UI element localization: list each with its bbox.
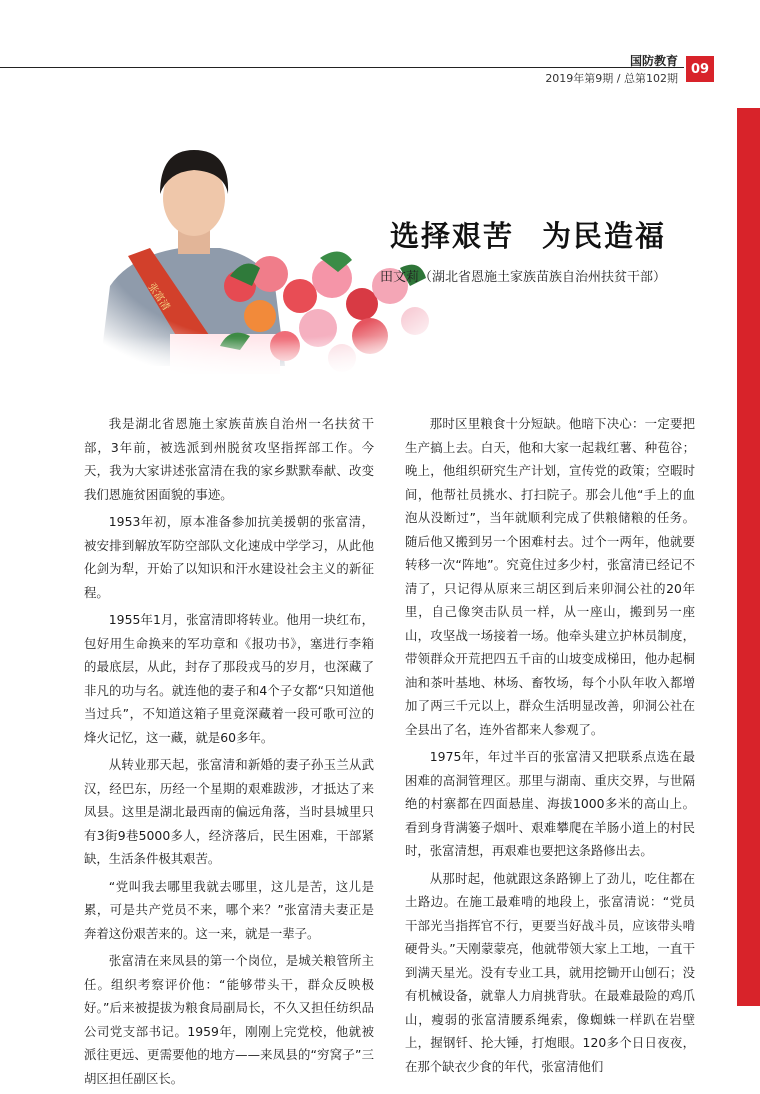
paragraph: 1975年，年过半百的张富清又把联系点选在最困难的高洞管理区。那里与湖南、重庆交界，与世隔绝的村寨都在四面悬崖、海拔1000多米的高山上。看到身背满篓子烟叶、艰难攀爬在羊肠小道上的村民时，张富清想，再艰难也要把这条路修出去。 [405, 749, 695, 858]
magazine-name: 国防教育 [629, 54, 678, 68]
paragraph: 1955年1月，张富清即将转业。他用一块红布，包好用生命换来的军功章和《报功书》，塞进行李箱的最底层，从此，封存了那段戎马的岁月，也深藏了非凡的功与名。就连他的妻子和4个子女都“只知道他当过兵”，不知道这箱子里竟深藏着一段可歌可泣的烽火记忆，这一藏，就是60多年。 [84, 612, 374, 745]
sash-text: 张富清 [145, 281, 172, 313]
paragraph: 1953年初，原本准备参加抗美援朝的张富清，被安排到解放军防空部队文化速成中学学习，从此他化剑为犁，开始了以知识和汗水建设社会主义的新征程。 [84, 514, 374, 600]
speaker-photo [70, 136, 470, 386]
side-accent-bar [737, 108, 760, 1006]
paragraph: 张富清在来凤县的第一个岗位，是城关粮管所主任。组织考察评价他：“能够带头干，群众反映极好。”后来被提拔为粮食局副局长，不久又担任纺织品公司党支部书记。1959年，刚刚上完党校，他就被派往更远、更需要他的地方——来凤县的“穷窝子”三胡区担任副区长。 [84, 953, 374, 1086]
title-part-2: 为民造福 [542, 219, 667, 253]
paragraph: 从那时起，他就跟这条路铆上了劲儿，吃住都在土路边。在施工最难啃的地段上，张富清说：“党员干部光当指挥官不行，更要当好战斗员，应该带头啃硬骨头。”天刚蒙蒙亮，他就带领大家上工地，一直干到满天星光。没有专业工具，就用挖锄开山刨石；没有机械设备，就靠人力肩挑背驮。在最难最险的鸡爪山，瘦弱的张富清腰系绳索，像蜘蛛一样趴在岩壁上，握钢钎、抡大锤，打炮眼。120多个日日夜夜，在那个缺衣少食的年代，张富清他们 [405, 870, 695, 1074]
paragraph: “党叫我去哪里我就去哪里，这儿是苦，这儿是累，可是共产党员不来，哪个来？”张富清夫妻正是奔着这份艰苦来的。这一来，就是一辈子。 [84, 878, 374, 941]
article-title [390, 214, 666, 255]
header-rule [0, 67, 684, 68]
paragraph: 那时区里粮食十分短缺。他暗下决心：一定要把生产搞上去。白天，他和大家一起栽红薯、种苞谷；晚上，他组织研究生产计划，宣传党的政策；空暇时间，他帮社员挑水、打扫院子。那会儿他“手上的血泡从没断过”，当年就顺利完成了供粮储粮的任务。随后他又搬到另一个困难村去。过个一两年，他就要转移一次“阵地”。究竟住过多少村，张富清已经记不清了，只记得从原来三胡区到后来卯洞公社的20年里，自己像突击队员一样，从一座山，搬到另一座山，攻坚战一场接着一场。他牵头建立护林员制度，带领群众开荒把四五千亩的山坡变成梯田，他办起桐油和茶叶基地、林场、畜牧场，每个小队年收入都增加了两三千元以上，群众生活明显改善，卯洞公社在全县出了名，连外省都来人参观了。 [405, 416, 695, 737]
right-column [405, 412, 695, 1082]
page-number: 09 [686, 56, 714, 82]
author-byline: 田文莉（湖北省恩施土家族苗族自治州扶贫干部） [380, 270, 667, 285]
title-part-1: 选择艰苦 [390, 219, 515, 253]
paragraph: 从转业那天起，张富清和新婚的妻子孙玉兰从武汉，经巴东，历经一个星期的艰难跋涉，才抵达了来凤县。这里是湖北最西南的偏远角落，当时县城里只有3街9巷5000多人，经济落后，民生困难，干部紧缺，生活条件极其艰苦。 [84, 757, 374, 866]
issue-info: 2019年第9期 / 总第102期 [545, 72, 678, 85]
left-column [84, 412, 374, 1094]
paragraph: 我是湖北省恩施土家族苗族自治州一名扶贫干部，3年前，被选派到州脱贫攻坚指挥部工作。今天，我为大家讲述张富清在我的家乡默默奉献、改变我们恩施贫困面貌的事迹。 [84, 416, 374, 502]
